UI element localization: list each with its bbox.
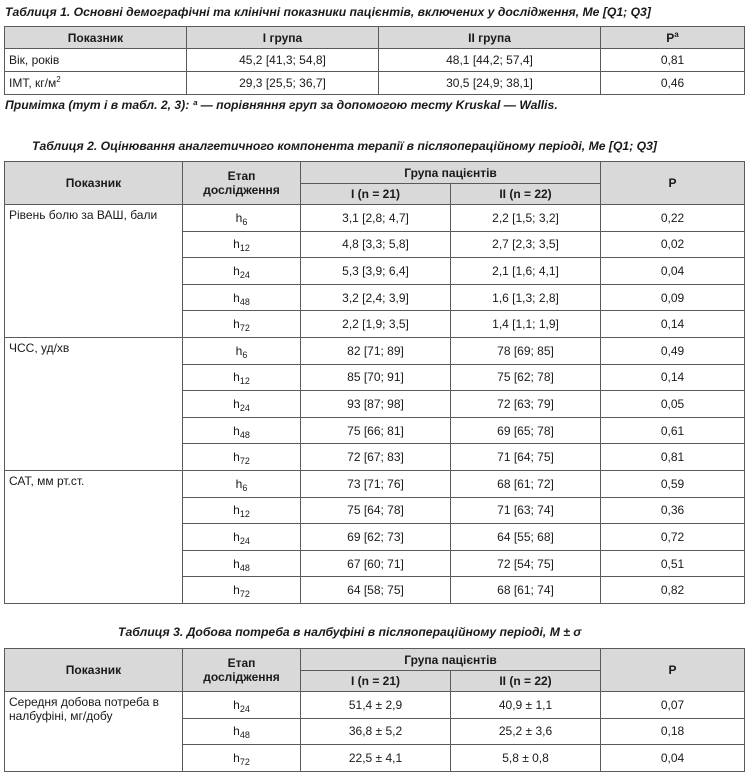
p-value-cell: 0,51 [601, 550, 745, 577]
group2-cell: 71 [64; 75] [451, 444, 601, 471]
group2-cell: 72 [54; 75] [451, 550, 601, 577]
stage-cell: $h_{12}$ [183, 497, 301, 524]
table3-header-group2: ІІ (n = 22) [451, 671, 601, 692]
group1-cell: 22,5 ± 4,1 [301, 745, 451, 772]
table-row [5, 470, 745, 497]
p-value-cell: 0,05 [601, 391, 745, 418]
stage-cell: $h_{72}$ [183, 311, 301, 338]
indicator-label: САТ, мм рт.ст. [5, 470, 183, 603]
table1-cell-g2: 30,5 [24,9; 38,1] [379, 72, 601, 95]
table-row [5, 205, 745, 232]
p-value-cell: 0,04 [601, 745, 745, 772]
group2-cell: 25,2 ± 3,6 [451, 718, 601, 745]
table3-header-p: P [601, 649, 745, 692]
table-row [5, 692, 745, 719]
group2-cell: 64 [55; 68] [451, 524, 601, 551]
table2-header-group: Група пацієнтів [301, 162, 601, 184]
stage-cell: $h_{24}$ [183, 258, 301, 285]
table2-header-stage: Етап дослідження [183, 162, 301, 205]
group1-cell: 36,8 ± 5,2 [301, 718, 451, 745]
table1-cell-g2: 48,1 [44,2; 57,4] [379, 49, 601, 72]
table3-header-indicator: Показник [5, 649, 183, 692]
group1-cell: 69 [62; 73] [301, 524, 451, 551]
table3-header-stage: Етап дослідження [183, 649, 301, 692]
indicator-label: ЧСС, уд/хв [5, 337, 183, 470]
group1-cell: 82 [71; 89] [301, 337, 451, 364]
group2-cell: 71 [63; 74] [451, 497, 601, 524]
stage-cell: $h_{12}$ [183, 231, 301, 258]
table3-header-group1: І (n = 21) [301, 671, 451, 692]
table1-cell-g1: 29,3 [25,5; 36,7] [187, 72, 379, 95]
p-value-cell: 0,59 [601, 470, 745, 497]
table-row [5, 72, 745, 95]
stage-cell: $h_6$ [183, 337, 301, 364]
group1-cell: 75 [64; 78] [301, 497, 451, 524]
group2-cell: 5,8 ± 0,8 [451, 745, 601, 772]
table1-row-label: Вік, років [5, 49, 187, 72]
table2-header-group2: ІІ (n = 22) [451, 184, 601, 205]
group2-cell: 2,1 [1,6; 4,1] [451, 258, 601, 285]
group2-cell: 78 [69; 85] [451, 337, 601, 364]
table2 [4, 161, 745, 604]
stage-cell: $h_{48}$ [183, 550, 301, 577]
group2-cell: 2,2 [1,5; 3,2] [451, 205, 601, 232]
p-value-cell: 0,81 [601, 444, 745, 471]
stage-cell: $h_{24}$ [183, 524, 301, 551]
stage-cell: $h_{48}$ [183, 417, 301, 444]
group2-cell: 1,6 [1,3; 2,8] [451, 284, 601, 311]
table1-header-indicator: Показник [5, 27, 187, 49]
table3 [4, 648, 745, 772]
table2-header-row [5, 162, 745, 184]
table2-header-group1: І (n = 21) [301, 184, 451, 205]
table1-row-label: ІМТ, $кг/м^2$ [5, 72, 187, 95]
stage-cell: $h_{48}$ [183, 718, 301, 745]
group2-cell: 68 [61; 72] [451, 470, 601, 497]
table1-header-row [5, 27, 745, 49]
group2-cell: 40,9 ± 1,1 [451, 692, 601, 719]
p-value-cell: 0,02 [601, 231, 745, 258]
stage-cell: $h_{24}$ [183, 692, 301, 719]
table-row [5, 49, 745, 72]
p-value-cell: 0,82 [601, 577, 745, 604]
table-row [5, 337, 745, 364]
group2-cell: 72 [63; 79] [451, 391, 601, 418]
group2-cell: 2,7 [2,3; 3,5] [451, 231, 601, 258]
table2-header-indicator: Показник [5, 162, 183, 205]
indicator-label: Середня добова потреба в налбуфіні, мг/добу [5, 692, 183, 772]
stage-cell: $h_{48}$ [183, 284, 301, 311]
p-value-cell: 0,18 [601, 718, 745, 745]
group1-cell: 73 [71; 76] [301, 470, 451, 497]
stage-cell: $h_6$ [183, 205, 301, 232]
group1-cell: 85 [70; 91] [301, 364, 451, 391]
p-value-cell: 0,49 [601, 337, 745, 364]
table1-caption: Таблиця 1. Основні демографічні та клінічні показники пацієнтів, включених у дослідження, Ме [Q1; Q3] [5, 5, 651, 19]
p-value-cell: 0,22 [601, 205, 745, 232]
stage-cell: $h_{12}$ [183, 364, 301, 391]
group2-cell: 68 [61; 74] [451, 577, 601, 604]
group2-cell: 69 [65; 78] [451, 417, 601, 444]
p-value-cell: 0,61 [601, 417, 745, 444]
group1-cell: 3,2 [2,4; 3,9] [301, 284, 451, 311]
p-value-cell: 0,36 [601, 497, 745, 524]
group1-cell: 4,8 [3,3; 5,8] [301, 231, 451, 258]
table3-caption: Таблиця 3. Добова потреба в налбуфіні в післяопераційному періоді, М ± σ [118, 625, 582, 639]
p-value-cell: 0,04 [601, 258, 745, 285]
group2-cell: 1,4 [1,1; 1,9] [451, 311, 601, 338]
table3-header-row [5, 649, 745, 671]
table1-cell-p: 0,46 [601, 72, 745, 95]
p-value-cell: 0,72 [601, 524, 745, 551]
table1-header-group1: І група [187, 27, 379, 49]
group1-cell: 3,1 [2,8; 4,7] [301, 205, 451, 232]
group1-cell: 51,4 ± 2,9 [301, 692, 451, 719]
table1 [4, 26, 745, 95]
table3-header-group: Група пацієнтів [301, 649, 601, 671]
stage-cell: $h_{72}$ [183, 444, 301, 471]
group1-cell: 2,2 [1,9; 3,5] [301, 311, 451, 338]
table1-cell-p: 0,81 [601, 49, 745, 72]
table2-header-p: P [601, 162, 745, 205]
table1-cell-g1: 45,2 [41,3; 54,8] [187, 49, 379, 72]
p-value-cell: 0,14 [601, 311, 745, 338]
p-value-cell: 0,14 [601, 364, 745, 391]
group1-cell: 64 [58; 75] [301, 577, 451, 604]
stage-cell: $h_{72}$ [183, 745, 301, 772]
stage-cell: $h_{72}$ [183, 577, 301, 604]
stage-cell: $h_{24}$ [183, 391, 301, 418]
table1-header-group2: ІІ група [379, 27, 601, 49]
group1-cell: 72 [67; 83] [301, 444, 451, 471]
p-value-cell: 0,07 [601, 692, 745, 719]
group1-cell: 5,3 [3,9; 6,4] [301, 258, 451, 285]
group1-cell: 67 [60; 71] [301, 550, 451, 577]
table1-header-p: $P^a$ [601, 27, 745, 49]
group1-cell: 93 [87; 98] [301, 391, 451, 418]
table-note: Примітка (тут і в табл. 2, 3): ª — порівняння груп за допомогою тесту Kruskal — Wallis. [5, 98, 558, 112]
table2-caption: Таблиця 2. Оцінювання аналгетичного компонента терапії в післяопераційному періоді, Ме [Q1; Q3] [32, 139, 657, 153]
stage-cell: $h_6$ [183, 470, 301, 497]
p-value-cell: 0,09 [601, 284, 745, 311]
group1-cell: 75 [66; 81] [301, 417, 451, 444]
group2-cell: 75 [62; 78] [451, 364, 601, 391]
indicator-label: Рівень болю за ВАШ, бали [5, 205, 183, 338]
